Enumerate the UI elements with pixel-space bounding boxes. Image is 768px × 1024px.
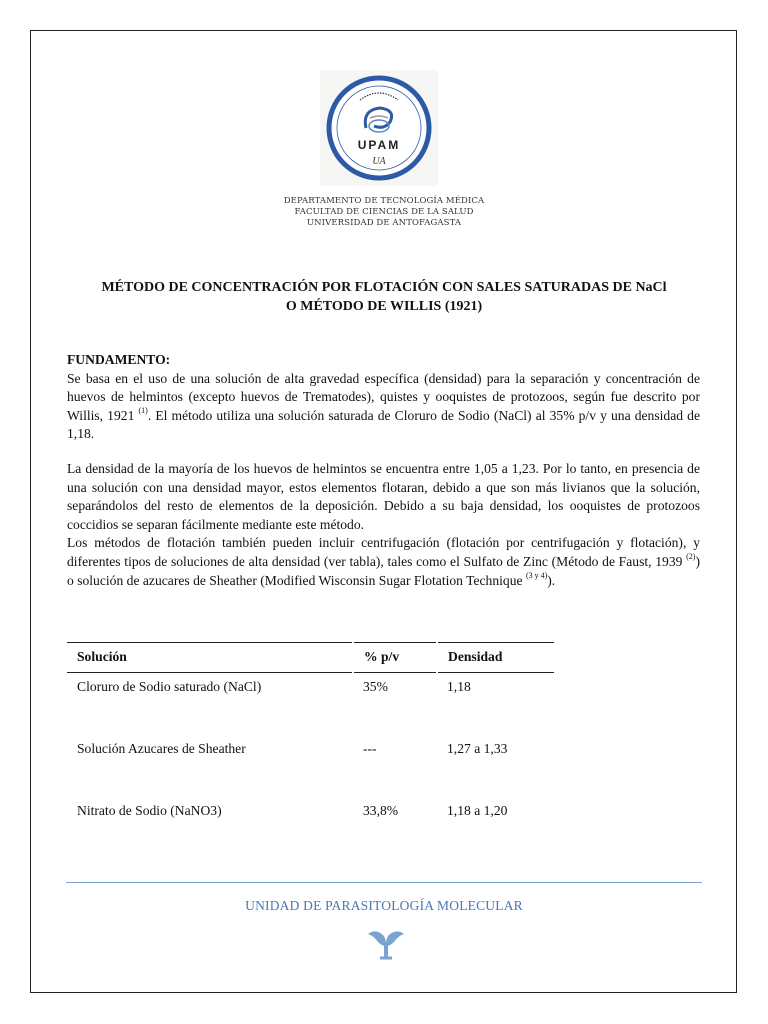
reference-1: (1) (138, 405, 148, 415)
table-header-row (67, 643, 554, 673)
paragraph-1: Se basa en el uso de una solución de alta gravedad específica (densidad) para la separación y concentración de huevos de helmintos (excepto huevos de Trematodes), quistes y ooquistes de protozoos, según fue descrito por Willis, 1921 $^{(1)}$. El método utiliza una solución saturada de Cloruro de Sodio (NaCl) al 35% p/v y una densidad de 1,18. (67, 370, 700, 442)
table-row (67, 797, 554, 859)
faculty-line: FACULTAD DE CIENCIAS DE LA SALUD (294, 207, 474, 217)
department-header (0, 196, 768, 229)
footer-emblem-icon (366, 928, 406, 962)
cell-density: 1,27 a 1,33 (447, 741, 508, 756)
header-solucion: Solución (67, 643, 353, 673)
paragraph-2: La densidad de la mayoría de los huevos de helmintos se encuentra entre 1,05 a 1,23. Por lo tanto, en presencia de una solución con una densidad mayor, estos elementos flotaran, debido a que son más livianos que la solución, separándolos del resto de elementos de la deposición. Debido a su baja densidad, los ooquistes de protozoos coccidios se separan fácilmente mediante este método. (67, 461, 700, 532)
upam-logo (320, 70, 438, 186)
cell-percent: 33,8% (363, 803, 399, 818)
table-row (67, 735, 554, 797)
title-line-1: MÉTODO DE CONCENTRACIÓN POR FLOTACIÓN CON SALES SATURADAS DE NaCl (101, 280, 667, 295)
document-title (0, 278, 768, 316)
cell-solution: Cloruro de Sodio saturado (NaCl) (77, 679, 262, 694)
header-densidad: Densidad (437, 643, 554, 673)
department-line: DEPARTAMENTO DE TECNOLOGÍA MÉDICA (283, 196, 485, 206)
logo-title: UPAM (357, 138, 401, 152)
cell-density: 1,18 a 1,20 (447, 803, 508, 818)
fundamento-section (67, 351, 700, 444)
header-percent: % p/v (353, 643, 437, 673)
paragraph-2-block (67, 460, 700, 590)
cell-percent: 35% (363, 679, 388, 694)
cell-percent: --- (363, 741, 377, 756)
reference-2: (2) (686, 551, 696, 561)
university-line: UNIVERSIDAD DE ANTOFAGASTA (306, 218, 462, 228)
footer-unit-name: UNIDAD DE PARASITOLOGÍA MOLECULAR (245, 898, 523, 913)
solutions-table (67, 642, 554, 859)
fundamento-heading: FUNDAMENTO: (67, 352, 171, 367)
reference-3-4: (3 y 4) (525, 570, 548, 580)
footer-divider (66, 882, 702, 883)
cell-density: 1,18 (447, 679, 471, 694)
table-row (67, 673, 554, 736)
paragraph-3: Los métodos de flotación también pueden incluir centrifugación (flotación por centrifugación y flotación), y diferentes tipos de soluciones de alta densidad (ver tabla), tales como el Sulfato de Zinc (Método de Faust, 1939 $^{(2)}$) o solución de azucares de Sheather (Modified Wisconsin Sugar Flotation Technique $^{(3 y 4)}$). (67, 535, 700, 588)
logo-subtext: UA (372, 156, 386, 167)
cell-solution: Nitrato de Sodio (NaNO3) (77, 803, 222, 818)
cell-solution: Solución Azucares de Sheather (77, 741, 246, 756)
title-line-2: O MÉTODO DE WILLIS (1921) (285, 299, 483, 314)
